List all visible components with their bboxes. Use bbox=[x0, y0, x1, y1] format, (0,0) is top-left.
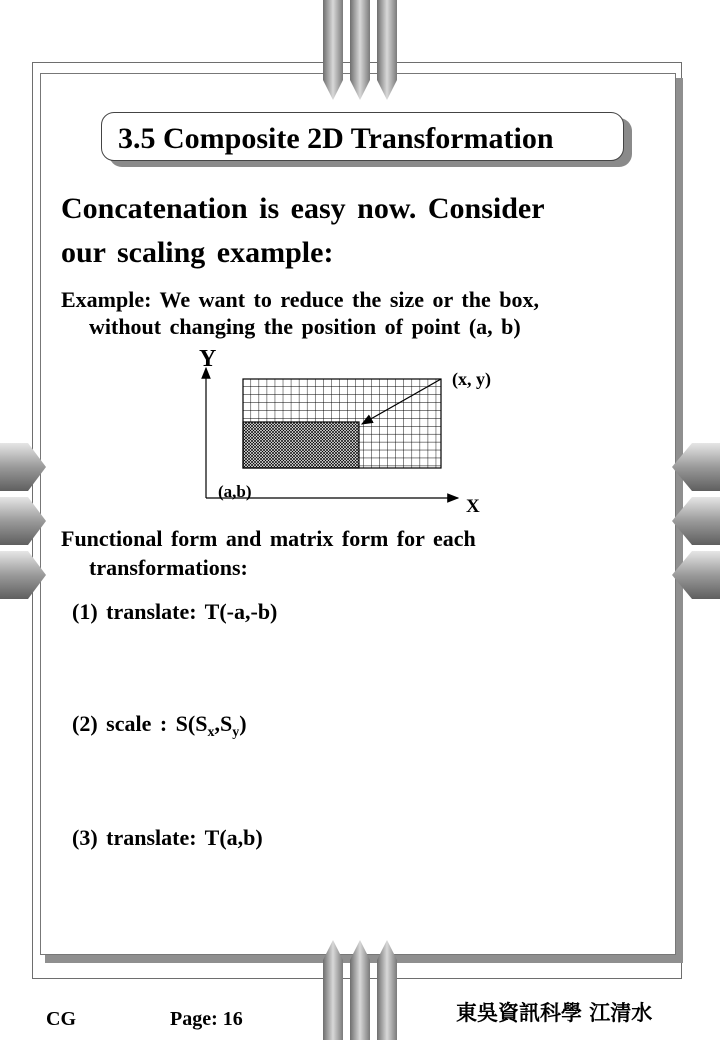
scale-prefix: (2) scale : S(S bbox=[72, 711, 208, 736]
footer-page: Page: 16 bbox=[170, 1008, 243, 1030]
example-line-1: Example: We want to reduce the size or the box, bbox=[61, 287, 539, 312]
scaled-box bbox=[243, 422, 359, 468]
footer-author: 東吳資訊科學 江清水 bbox=[456, 1001, 653, 1025]
scale-sub-x: x bbox=[207, 725, 215, 740]
step-translate-1: (1) translate: T(-a,-b) bbox=[72, 599, 278, 624]
functional-line-1: Functional form and matrix form for each bbox=[61, 526, 476, 551]
corner-label: (x, y) bbox=[452, 369, 491, 389]
origin-label: (a,b) bbox=[218, 482, 252, 501]
y-axis-label: Y bbox=[199, 346, 217, 372]
step-translate-2: (3) translate: T(a,b) bbox=[72, 825, 263, 850]
intro-line-2: our scaling example: bbox=[61, 236, 334, 269]
x-axis-label: X bbox=[466, 496, 480, 517]
scale-sub-y: y bbox=[232, 725, 240, 740]
intro-line-1: Concatenation is easy now. Consider bbox=[61, 192, 545, 225]
step-scale bbox=[72, 711, 247, 741]
scale-comma: ,S bbox=[214, 711, 233, 736]
example-line-2: without changing the position of point (a, b) bbox=[89, 314, 521, 339]
functional-line-2: transformations: bbox=[89, 555, 248, 580]
scale-suffix: ) bbox=[239, 711, 247, 736]
slide-title: 3.5 Composite 2D Transformation bbox=[118, 122, 554, 155]
footer-course: CG bbox=[46, 1008, 76, 1030]
